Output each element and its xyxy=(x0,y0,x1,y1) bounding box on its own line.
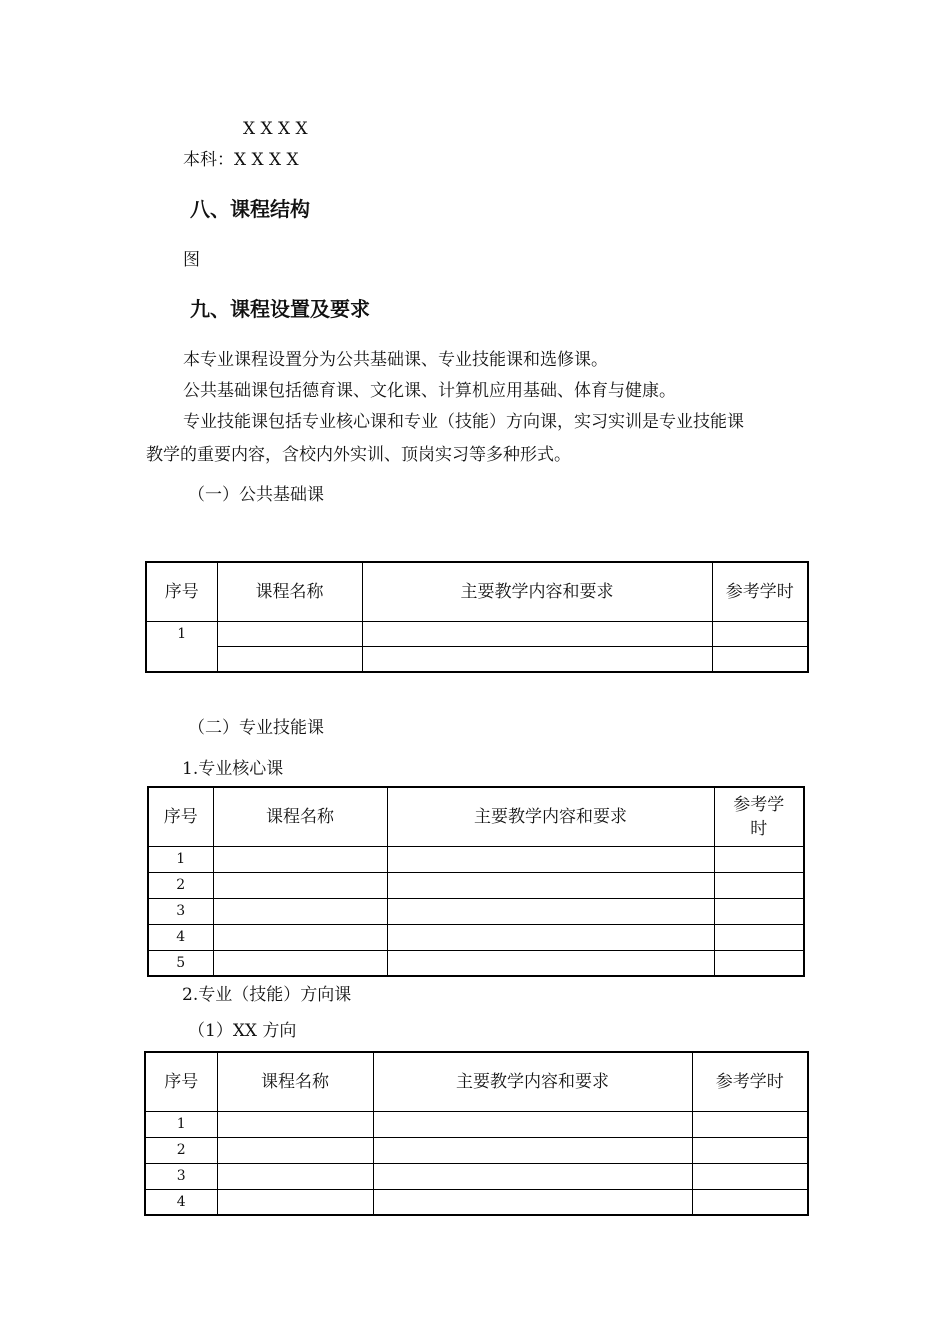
header-hours-line-1: 参考学 xyxy=(733,794,785,815)
table-row xyxy=(145,1111,808,1137)
cell xyxy=(373,1163,692,1189)
row-seq: 3 xyxy=(148,898,213,924)
row-seq: 2 xyxy=(145,1137,217,1163)
table-row xyxy=(146,621,808,646)
header-course-name: 课程名称 xyxy=(213,787,387,846)
header-hours: 参考学时 xyxy=(692,1052,808,1111)
cell xyxy=(692,1137,808,1163)
table-header-row xyxy=(145,1052,808,1111)
table-row xyxy=(145,1189,808,1215)
header-hours-line-2: 时 xyxy=(750,818,768,839)
row-seq: 3 xyxy=(145,1163,217,1189)
subsection-public-basic: （一）公共基础课 xyxy=(188,485,324,505)
row-seq: 2 xyxy=(148,872,213,898)
header-seq: 序号 xyxy=(148,787,213,846)
core-course-table xyxy=(147,786,805,977)
subsection-core-course: 1.专业核心课 xyxy=(182,759,284,779)
cell xyxy=(362,646,712,672)
section-9-title: 九、课程设置及要求 xyxy=(190,297,370,321)
section-8-title: 八、课程结构 xyxy=(190,197,310,221)
cell xyxy=(692,1111,808,1137)
cell xyxy=(217,646,362,672)
cell xyxy=(213,950,387,976)
row-seq: 1 xyxy=(146,621,217,672)
cell xyxy=(387,898,714,924)
subsection-xx-direction: （1）XX 方向 xyxy=(188,1021,297,1041)
paragraph-3-line-2: 教学的重要内容，含校内外实训、顶岗实习等多种形式。 xyxy=(146,445,571,465)
table-header-row xyxy=(148,787,804,846)
cell xyxy=(714,898,804,924)
cell xyxy=(387,846,714,872)
cell xyxy=(217,1163,373,1189)
cell xyxy=(217,1189,373,1215)
cell xyxy=(714,846,804,872)
cell xyxy=(213,872,387,898)
cell xyxy=(387,924,714,950)
table-row xyxy=(146,646,808,672)
cell xyxy=(213,924,387,950)
table-row xyxy=(148,872,804,898)
cell xyxy=(714,872,804,898)
cell xyxy=(217,1137,373,1163)
cell xyxy=(373,1137,692,1163)
table-row xyxy=(148,950,804,976)
header-content: 主要教学内容和要求 xyxy=(373,1052,692,1111)
table-row xyxy=(148,898,804,924)
paragraph-3-line-1: 专业技能课包括专业核心课和专业（技能）方向课，实习实训是专业技能课 xyxy=(183,412,744,432)
table-row xyxy=(148,924,804,950)
header-seq: 序号 xyxy=(146,562,217,621)
header-hours: 参考学时 xyxy=(712,562,808,621)
cell xyxy=(373,1189,692,1215)
cell xyxy=(362,621,712,646)
cell xyxy=(714,950,804,976)
row-seq: 5 xyxy=(148,950,213,976)
header-seq: 序号 xyxy=(145,1052,217,1111)
paragraph-1: 本专业课程设置分为公共基础课、专业技能课和选修课。 xyxy=(183,350,608,370)
paragraph-2: 公共基础课包括德育课、文化课、计算机应用基础、体育与健康。 xyxy=(183,381,676,401)
cell xyxy=(373,1111,692,1137)
table-header-row xyxy=(146,562,808,621)
undergrad-line: 本科：X X X X xyxy=(183,150,299,170)
header-content: 主要教学内容和要求 xyxy=(387,787,714,846)
row-seq: 1 xyxy=(145,1111,217,1137)
cell xyxy=(213,846,387,872)
table-row xyxy=(145,1163,808,1189)
cell xyxy=(714,924,804,950)
table-row xyxy=(148,846,804,872)
header-course-name: 课程名称 xyxy=(217,562,362,621)
header-course-name: 课程名称 xyxy=(217,1052,373,1111)
cell xyxy=(217,1111,373,1137)
header-hours xyxy=(714,787,804,846)
row-seq: 4 xyxy=(148,924,213,950)
diagram-placeholder: 图 xyxy=(183,250,200,270)
cell xyxy=(712,646,808,672)
table-row xyxy=(145,1137,808,1163)
row-seq: 4 xyxy=(145,1189,217,1215)
cell xyxy=(387,872,714,898)
cell xyxy=(692,1163,808,1189)
cell xyxy=(692,1189,808,1215)
public-basic-course-table xyxy=(145,561,809,673)
cell xyxy=(387,950,714,976)
direction-course-table xyxy=(144,1051,809,1216)
subsection-direction-course: 2.专业（技能）方向课 xyxy=(182,985,352,1005)
cell xyxy=(213,898,387,924)
cell xyxy=(217,621,362,646)
row-seq: 1 xyxy=(148,846,213,872)
subsection-professional-skill: （二）专业技能课 xyxy=(188,718,324,738)
xxxx-line: X X X X xyxy=(243,119,308,139)
header-content: 主要教学内容和要求 xyxy=(362,562,712,621)
cell xyxy=(712,621,808,646)
